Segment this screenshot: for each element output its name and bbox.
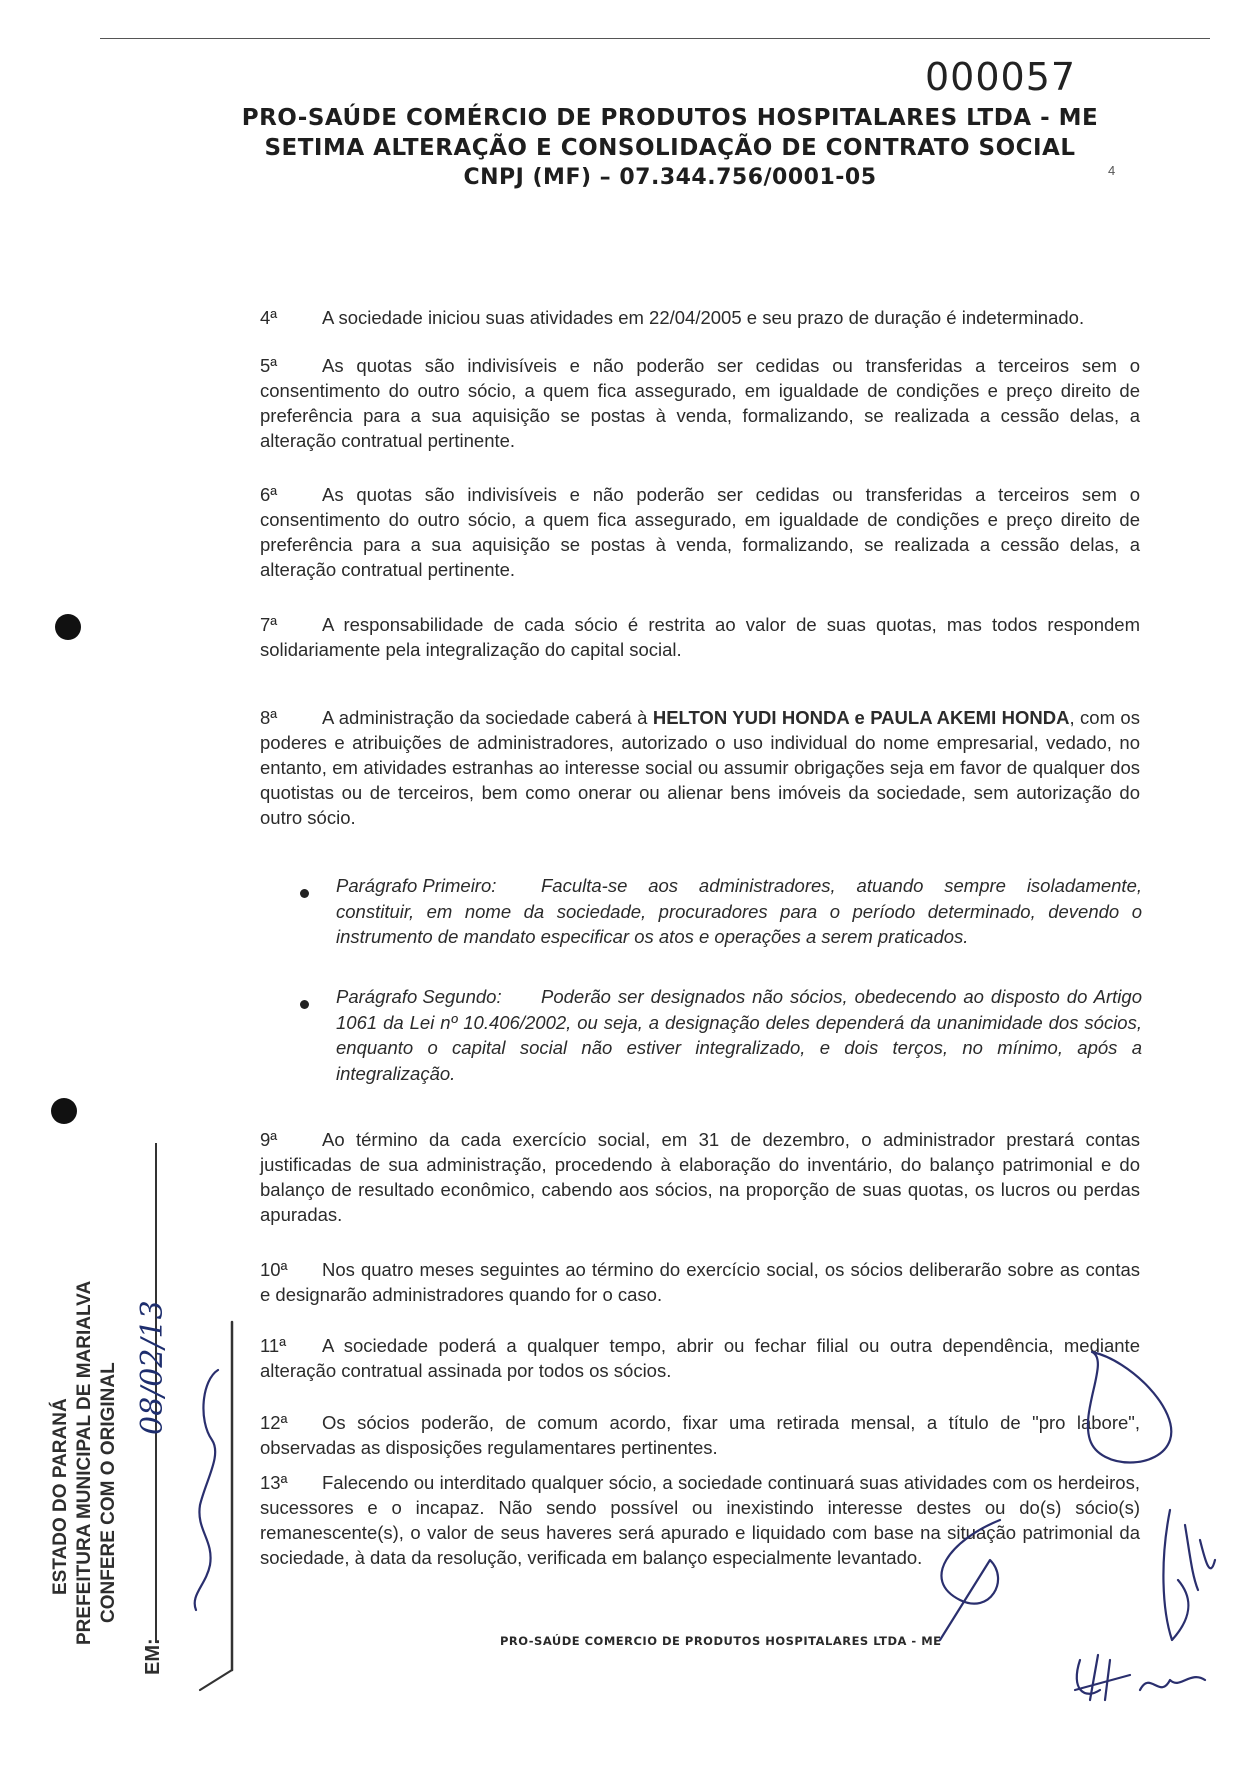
clause-text: A sociedade iniciou suas atividades em 22/04/2005 e seu prazo de duração é indeterminado. — [322, 307, 1085, 328]
footer-signature — [1075, 1655, 1130, 1700]
clause-number: 11ª — [260, 1335, 287, 1356]
clause-text: As quotas são indivisíveis e não poderão ser cedidas ou transferidas a terceiros sem o consentimento do outro sócio, a quem fica assegurado, em igualdade de condições e preço direito de preferência para a sua aquisição se postas à venda, formalizando, se realizada a cessão delas, a alteração contratual pertinente. — [260, 355, 1140, 451]
company-name: PRO-SAÚDE COMÉRCIO DE PRODUTOS HOSPITALARES LTDA - ME — [241, 105, 1099, 131]
stamp-date: 08/02/13 — [135, 1300, 170, 1435]
paragraph-text: Poderão ser designados não sócios, obedecendo ao disposto do Artigo 1061 da Lei nº 10.406/2002, ou seja, a designação deles dependerá da unanimidade dos sócios, enquanto o capital social não estiver integralizado, e dois terços, no mínimo, após a integralização. — [336, 986, 1142, 1084]
clause-text: A administração da sociedade caberá à — [322, 707, 653, 728]
clause-number: 4ª — [260, 307, 278, 328]
page-index: 4 — [1108, 163, 1116, 178]
administrator-names: HELTON YUDI HONDA e PAULA AKEMI HONDA — [652, 707, 1070, 728]
margin-tick — [200, 1670, 232, 1690]
clause-number: 9ª — [260, 1129, 278, 1150]
footer-company: PRO-SAÚDE COMERCIO DE PRODUTOS HOSPITALARES LTDA - ME — [500, 1634, 942, 1648]
clause-number: 13ª — [260, 1472, 288, 1493]
stamp-number: 000057 — [925, 55, 1077, 99]
clause-text: Falecendo ou interditado qualquer sócio, a sociedade continuará suas atividades com os herdeiros, sucessores e o incapaz. Não sendo possível ou inexistindo interesse destes ou do(s) sócio(s) remanescente(s), o valor de seus haveres será apurado e liquidado com base na situação patrimonial da sociedade, à data da resolução, verificada em balanço especialmente levantado. — [260, 1472, 1140, 1568]
margin-signature — [940, 1520, 1000, 1640]
clause-number: 5ª — [260, 355, 278, 376]
paragraph-title: Parágrafo Primeiro: — [336, 875, 497, 896]
paragraph-text: Faculta-se aos administradores, atuando sempre isoladamente, constituir, em nome da sociedade, procuradores para o período determinado, devendo o instrumento de mandato especificar os atos e operações a serem praticados. — [336, 875, 1142, 947]
clause-text-continued: , com os poderes e atribuições de administradores, autorizado o uso individual do nome empresarial, vedado, no entanto, em atividades estranhas ao interesse social ou assumir obrigações seja em favor de qualquer dos quotistas ou de terceiros, bem como onerar ou alienar bens imóveis da sociedade, sem autorização do outro sócio. — [260, 707, 1140, 828]
paragraph-title: Parágrafo Segundo: — [336, 986, 502, 1007]
rubric-signature-stamp — [195, 1370, 218, 1610]
stamp-line-prefecture: PREFEITURA MUNICIPAL DE MARIALVA — [74, 1280, 95, 1645]
loop-signature — [1088, 1352, 1171, 1463]
clause-text: A sociedade poderá a qualquer tempo, abrir ou fechar filial ou outra dependência, mediante alteração contratual assinada por todos os sócios. — [260, 1335, 1140, 1381]
stamp-line-confere: CONFERE COM O ORIGINAL — [98, 1362, 119, 1623]
clause-number: 10ª — [260, 1259, 288, 1280]
clause-text: As quotas são indivisíveis e não poderão ser cedidas ou transferidas a terceiros sem o consentimento do outro sócio, a quem fica assegurado, em igualdade de condições e preço direito de preferência para a sua aquisição se postas à venda, formalizando, se realizada a cessão delas, a alteração contratual pertinente. — [260, 484, 1140, 580]
clause-number: 6ª — [260, 484, 278, 505]
clause-number: 12ª — [260, 1412, 288, 1433]
initials-fu — [1185, 1525, 1215, 1590]
honda-signature — [1140, 1677, 1205, 1690]
cnpj-line: CNPJ (MF) – 07.344.756/0001-05 — [463, 165, 877, 190]
clause-number: 7ª — [260, 614, 278, 635]
clause-text: Os sócios poderão, de comum acordo, fixar uma retirada mensal, a título de "pro labore", observadas as disposições regulamentares pertinentes. — [260, 1412, 1140, 1458]
document-subtitle: SETIMA ALTERAÇÃO E CONSOLIDAÇÃO DE CONTRATO SOCIAL — [264, 135, 1076, 161]
clause-text: A responsabilidade de cada sócio é restrita ao valor de suas quotas, mas todos respondem solidariamente pela integralização do capital social. — [260, 614, 1140, 660]
clause-number: 8ª — [260, 707, 278, 728]
stamp-line-state: ESTADO DO PARANÁ — [50, 1398, 71, 1595]
stamp-em-label: EM: — [142, 1638, 164, 1675]
clause-text: Ao término da cada exercício social, em 31 de dezembro, o administrador prestará contas justificadas de sua administração, procedendo à elaboração do inventário, do balanço patrimonial e do balanço de resultado econômico, cabendo aos sócios, na proporção de suas quotas, os lucros ou perdas apuradas. — [260, 1129, 1140, 1225]
clause-text: Nos quatro meses seguintes ao término do exercício social, os sócios deliberarão sobre as contas e designarão administradores quando for o caso. — [260, 1259, 1140, 1305]
